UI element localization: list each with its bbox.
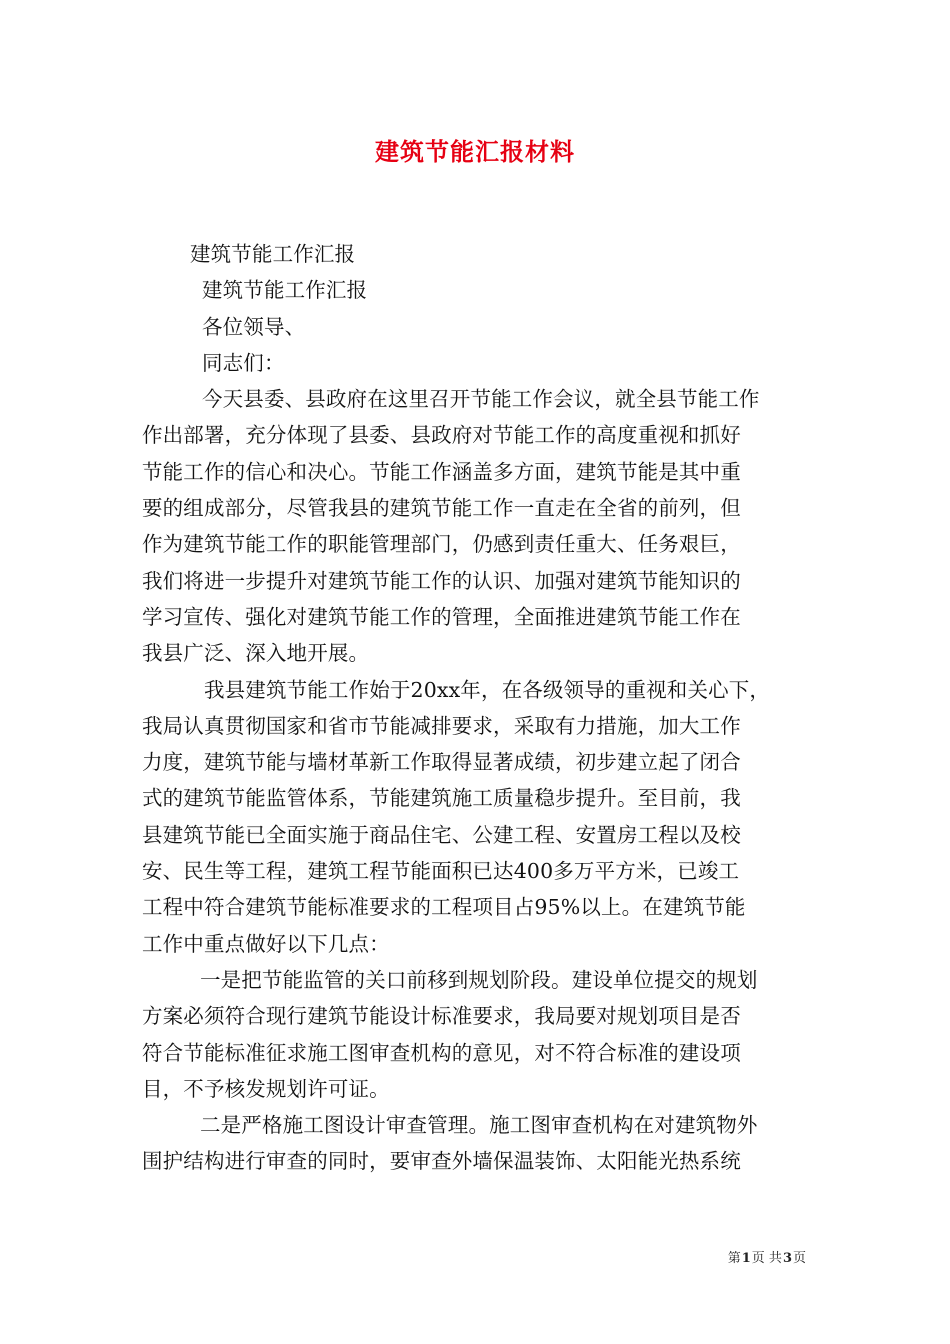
paragraph-4-line: 二是严格施工图设计审查管理。施工图审查机构在对建筑物外 [200,1113,758,1138]
paragraph-2-line: 县建筑节能已全面实施于商品住宅、公建工程、安置房工程以及校 [142,822,741,847]
footer-middle: 页 共 [751,1251,782,1266]
paragraph-3-line: 符合节能标准征求施工图审查机构的意见，对不符合标准的建设项 [142,1040,741,1065]
paragraph-1-line: 学习宣传、强化对建筑节能工作的管理，全面推进建筑节能工作在 [142,604,741,629]
paragraph-4-line: 围护结构进行审查的同时，要审查外墙保温装饰、太阳能光热系统 [142,1149,741,1174]
paragraph-3-line: 方案必须符合现行建筑节能设计标准要求，我局要对规划项目是否 [142,1004,741,1029]
paragraph-2-line: 式的建筑节能监管体系，节能建筑施工质量稳步提升。至目前，我 [142,786,741,811]
footer-prefix: 第 [727,1251,741,1266]
paragraph-1-line: 我县广泛、深入地开展。 [142,641,370,666]
paragraph-3-line: 目，不予核发规划许可证。 [142,1076,390,1101]
paragraph-2-line: 我局认真贯彻国家和省市节能减排要求，采取有力措施，加大工作 [142,713,741,738]
paragraph-2-line: 安、民生等工程，建筑工程节能面积已达400多万平方米，已竣工 [142,859,740,884]
document-body [142,236,812,1180]
heading-line-2: 建筑节能工作汇报 [202,278,368,303]
paragraph-1-line: 我们将进一步提升对建筑节能工作的认识、加强对建筑节能知识的 [142,568,741,593]
total-pages-number: 3 [782,1251,792,1266]
paragraph-1-line: 作出部署，充分体现了县委、县政府对节能工作的高度重视和抓好 [142,423,741,448]
paragraph-2-line: 工作中重点做好以下几点： [142,931,390,956]
paragraph-3-line: 一是把节能监管的关口前移到规划阶段。建设单位提交的规划 [200,967,758,992]
paragraph-1-line: 节能工作的信心和决心。节能工作涵盖多方面，建筑节能是其中重 [142,459,741,484]
current-page-number: 1 [741,1251,751,1266]
paragraph-2-line: 工程中符合建筑节能标准要求的工程项目占95%以上。在建筑节能 [142,895,746,920]
document-title: 建筑节能汇报材料 [375,137,575,166]
salutation-line-2: 同志们： [202,350,285,375]
salutation-line-1: 各位领导、 [202,314,306,339]
paragraph-2-line: 力度，建筑节能与墙材革新工作取得显著成绩，初步建立起了闭合 [142,750,741,775]
paragraph-1-line: 要的组成部分，尽管我县的建筑节能工作一直走在全省的前列，但 [142,496,741,521]
paragraph-1-line: 今天县委、县政府在这里召开节能工作会议，就全县节能工作 [202,387,760,412]
page-number-footer [0,1247,806,1266]
paragraph-1-line: 作为建筑节能工作的职能管理部门，仍感到责任重大、任务艰巨， [142,532,741,557]
heading-line-1: 建筑节能工作汇报 [190,242,356,266]
footer-suffix: 页 [792,1251,806,1266]
paragraph-2-line: 我县建筑节能工作始于20xx年，在各级领导的重视和关心下， [204,677,771,702]
